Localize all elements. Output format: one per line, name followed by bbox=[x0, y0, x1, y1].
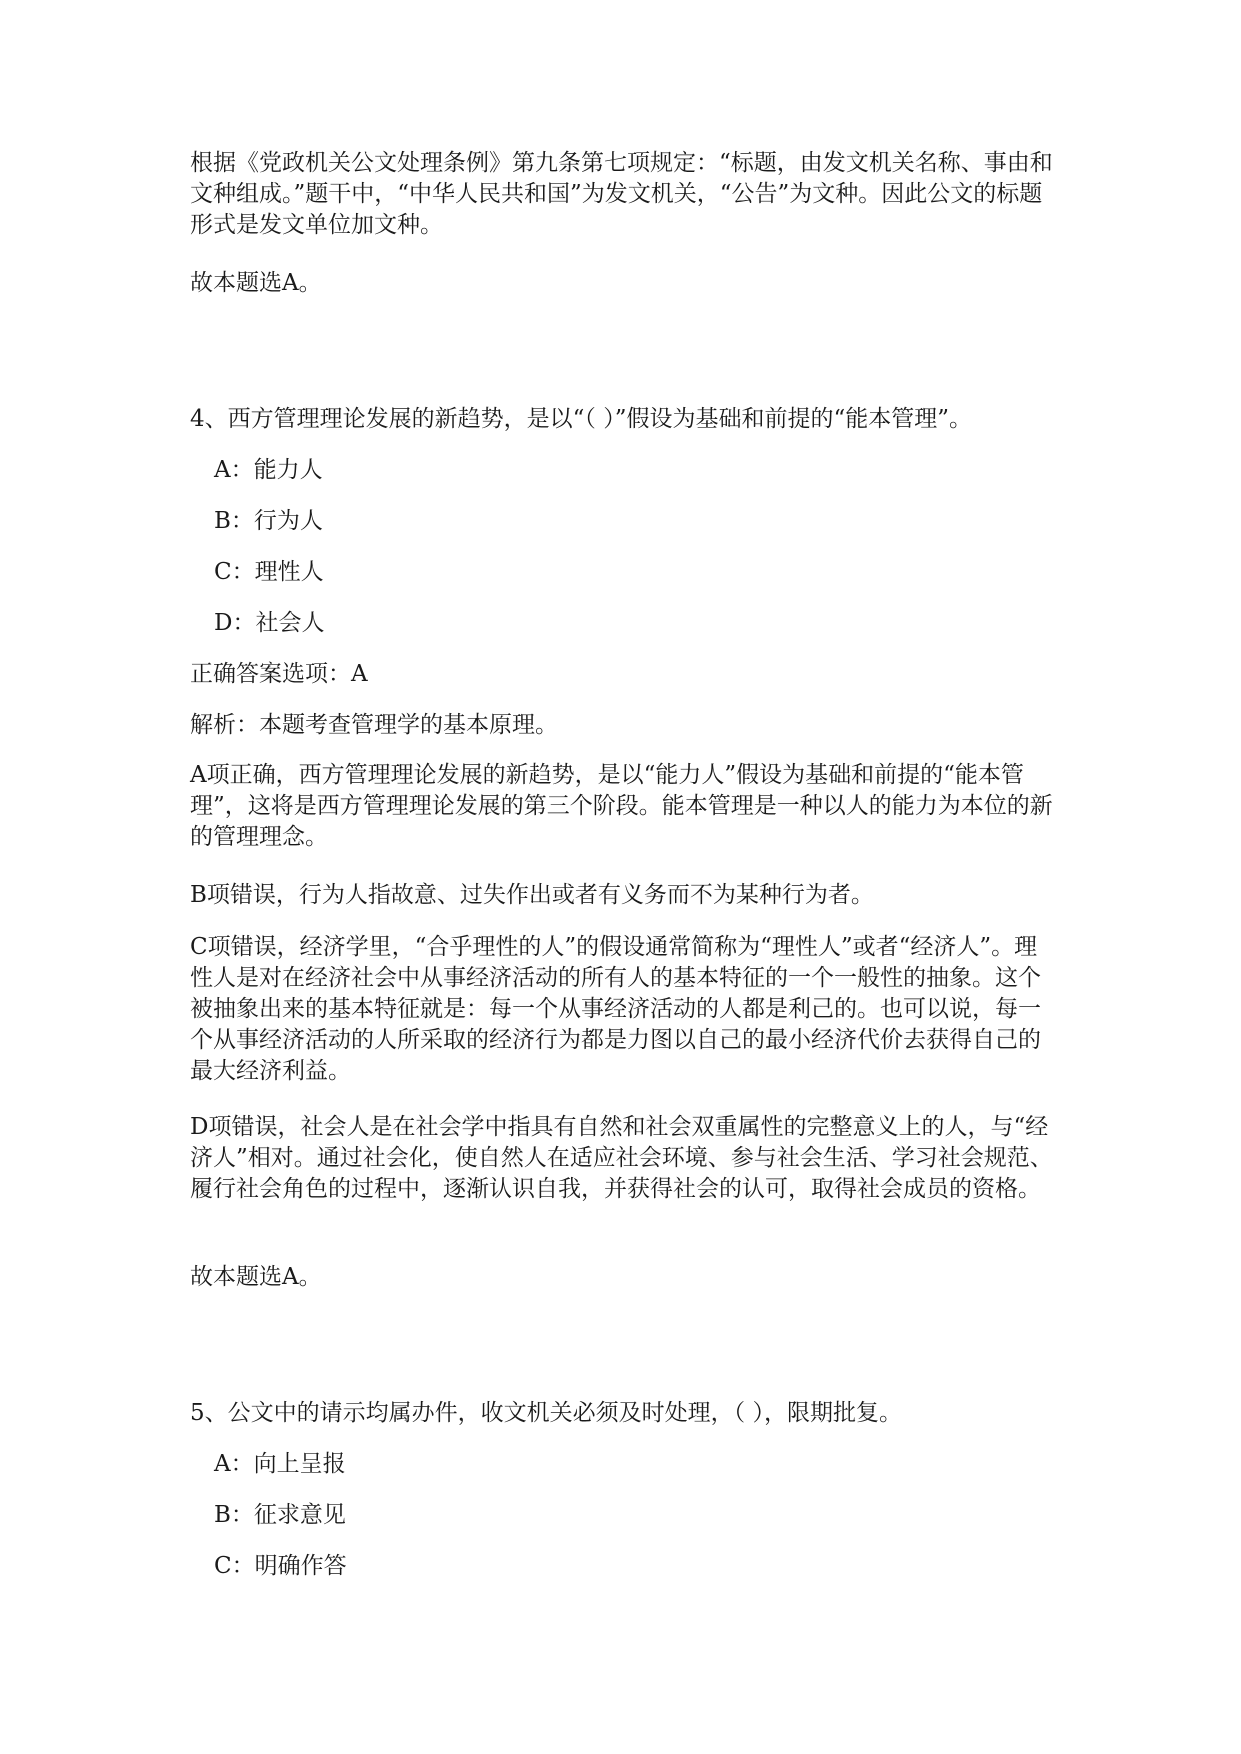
q4-option-d: D：社会人 bbox=[214, 610, 325, 636]
q4-answer: 正确答案选项：A bbox=[190, 661, 368, 687]
q4-conclusion: 故本题选A。 bbox=[190, 1264, 322, 1290]
q5-option-b: B：征求意见 bbox=[214, 1502, 346, 1528]
q4-option-a: A：能力人 bbox=[214, 457, 323, 483]
q4-analysis-intro: 解析：本题考查管理学的基本原理。 bbox=[190, 712, 558, 738]
q5-option-a: A：向上呈报 bbox=[214, 1451, 346, 1477]
prev-conclusion: 故本题选A。 bbox=[190, 270, 322, 296]
q4-option-b: B：行为人 bbox=[214, 508, 323, 534]
q4-analysis-d: D项错误，社会人是在社会学中指具有自然和社会双重属性的完整意义上的人，与“经济人”相对。通过社会化，使自然人在适应社会环境、参与社会生活、学习社会规范、履行社会角色的过程中，逐渐认识自我，并获得社会的认可，取得社会成员的资格。 bbox=[190, 1114, 1053, 1202]
q5-stem: 5、公文中的请示均属办件，收文机关必须及时处理，（ ），限期批复。 bbox=[190, 1400, 902, 1426]
q4-analysis-b: B项错误，行为人指故意、过失作出或者有义务而不为某种行为者。 bbox=[190, 882, 874, 908]
q4-option-c: C：理性人 bbox=[214, 559, 324, 585]
q4-analysis-c: C项错误，经济学里，“合乎理性的人”的假设通常简称为“理性人”或者“经济人”。理性人是对在经济社会中从事经济活动的所有人的基本特征的一个一般性的抽象。这个被抽象出来的基本特征就是：每一个从事经济活动的人都是利己的。也可以说，每一个从事经济活动的人所采取的经济行为都是力图以自己的最小经济代价去获得自己的最大经济利益。 bbox=[190, 934, 1041, 1084]
q5-option-c: C：明确作答 bbox=[214, 1553, 347, 1579]
q4-stem: 4、西方管理理论发展的新趋势，是以“（ ）”假设为基础和前提的“能本管理”。 bbox=[190, 406, 972, 432]
prev-explanation-paragraph: 根据《党政机关公文处理条例》第九条第七项规定：“标题，由发文机关名称、事由和文种组成。”题干中，“中华人民共和国”为发文机关，“公告”为文种。因此公文的标题形式是发文单位加文种。 bbox=[190, 150, 1053, 238]
q4-analysis-a: A项正确，西方管理理论发展的新趋势，是以“能力人”假设为基础和前提的“能本管理”，这将是西方管理理论发展的第三个阶段。能本管理是一种以人的能力为本位的新的管理理念。 bbox=[190, 762, 1053, 850]
